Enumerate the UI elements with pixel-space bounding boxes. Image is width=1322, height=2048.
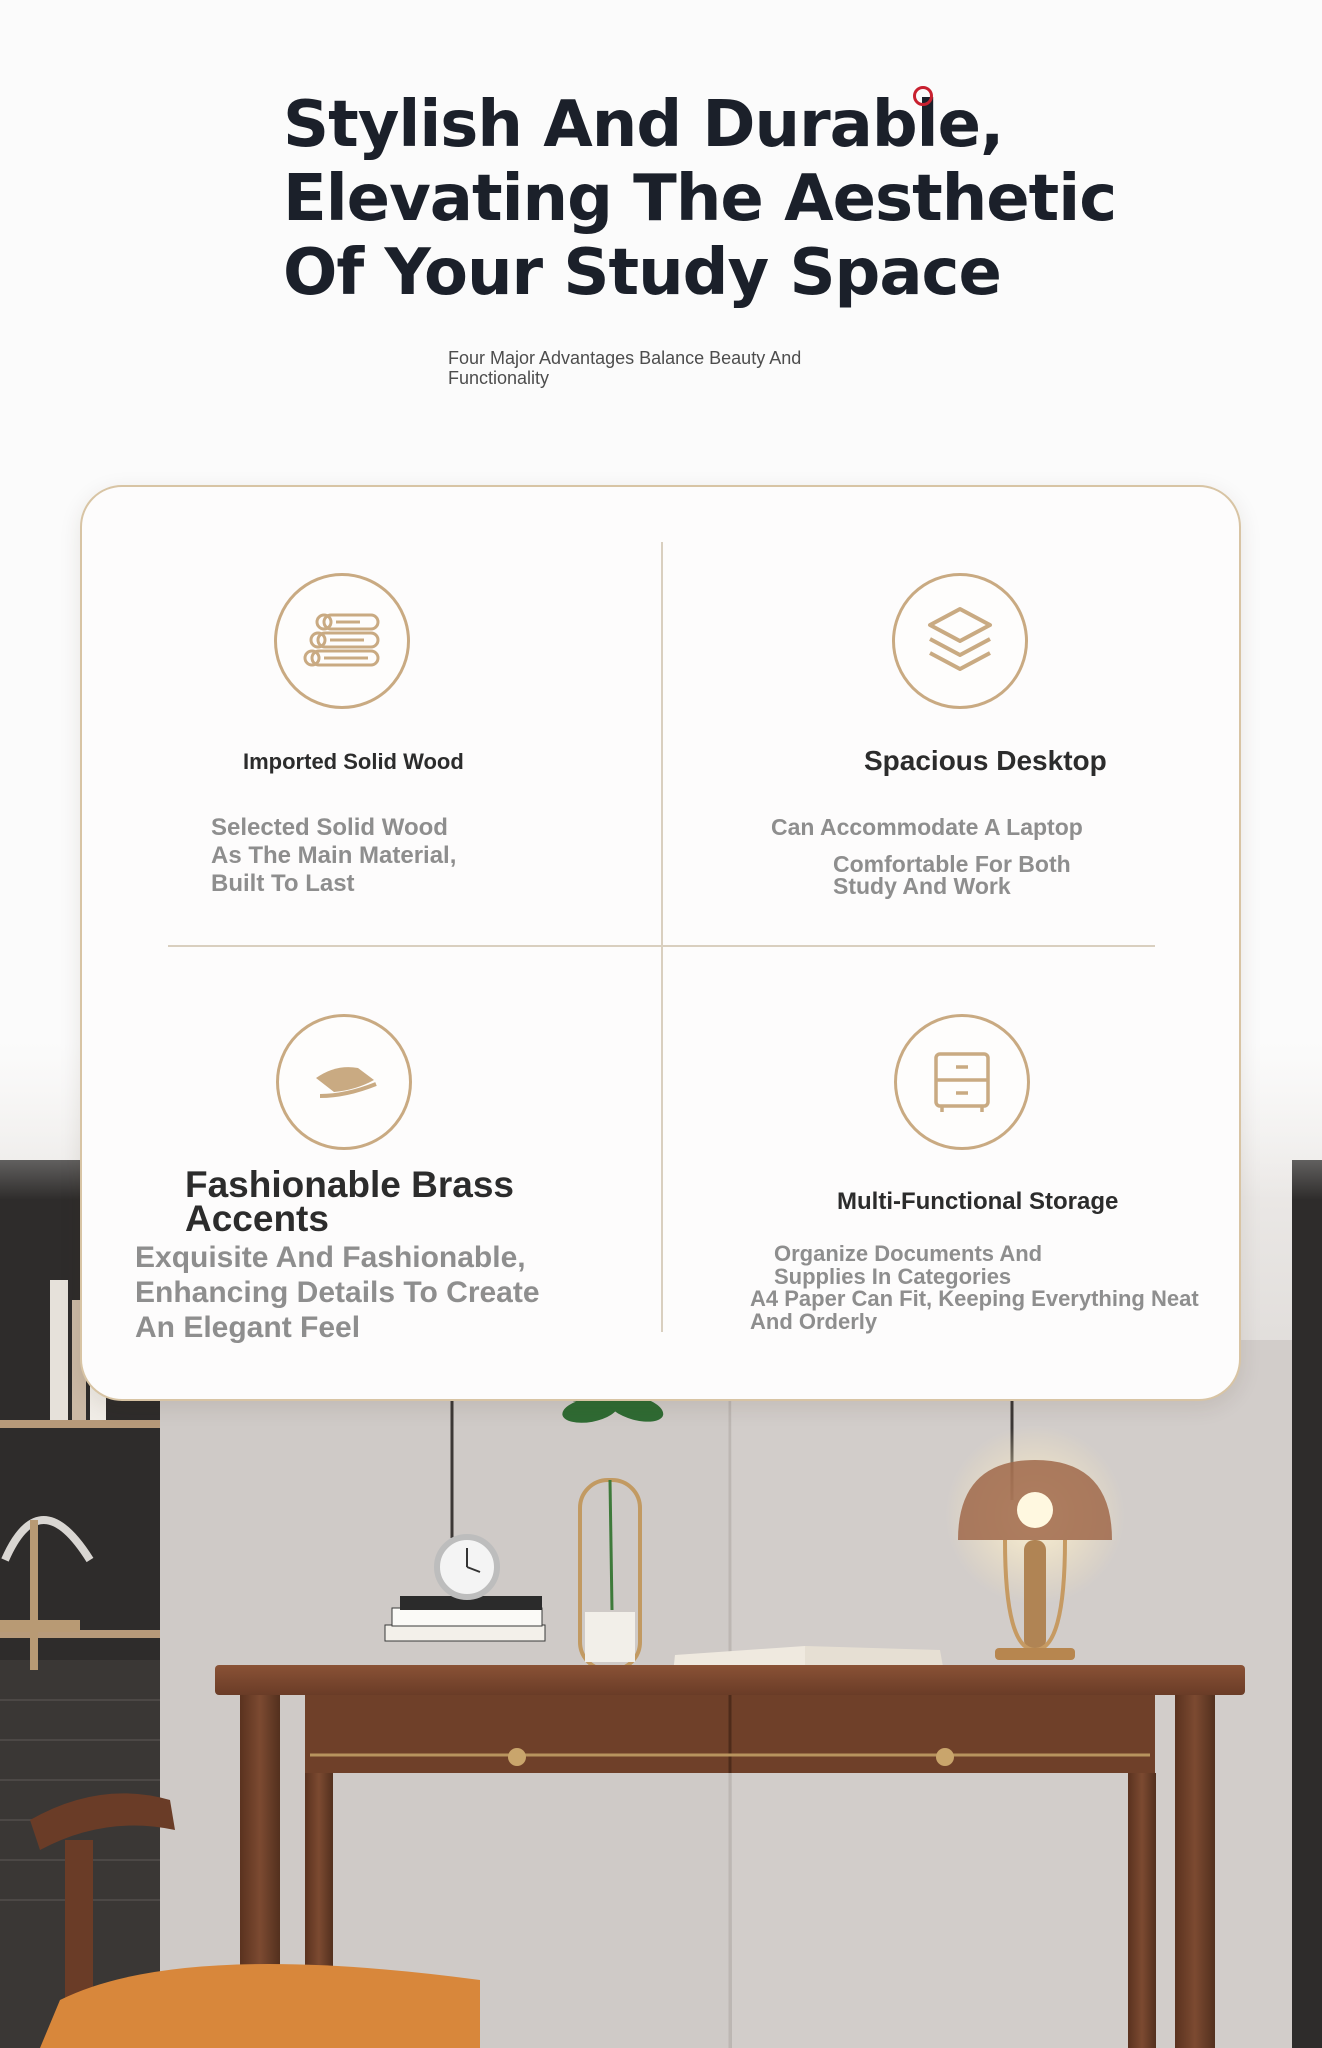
feature-title-brass-accents: Fashionable Brass Accents bbox=[185, 1164, 515, 1239]
accent-ring-icon bbox=[913, 86, 933, 106]
feature-description-spacious-desktop: Can Accommodate A Laptop Comfortable For Both Study And Work bbox=[771, 814, 1083, 899]
drawer-cabinet-icon bbox=[894, 1014, 1030, 1150]
headline-line: Of Your Study Space bbox=[283, 236, 1001, 310]
page-headline bbox=[283, 88, 1117, 310]
feature-description-solid-wood: Selected Solid Wood As The Main Material, Built To Last bbox=[211, 814, 457, 897]
stacked-layers-icon bbox=[892, 573, 1028, 709]
page-subheading: Four Major Advantages Balance Beauty And Functionality bbox=[448, 348, 802, 388]
brass-plate-icon bbox=[276, 1014, 412, 1150]
card-divider-horizontal bbox=[168, 945, 1155, 947]
feature-title-spacious-desktop: Spacious Desktop bbox=[864, 745, 1107, 776]
headline-line: Elevating The Aesthetic bbox=[283, 162, 1117, 236]
feature-description-brass-accents: Exquisite And Fashionable, Enhancing Details To Create An Elegant Feel bbox=[135, 1241, 540, 1344]
feature-title-storage: Multi-Functional Storage bbox=[837, 1188, 1119, 1215]
headline-line: Stylish And Durable, bbox=[283, 88, 1004, 162]
feature-description-storage: Organize Documents And Supplies In Categories A4 Paper Can Fit, Keeping Everything Neat And Orderly bbox=[750, 1241, 1199, 1334]
wood-logs-icon bbox=[274, 573, 410, 709]
card-divider-vertical bbox=[661, 542, 663, 1332]
feature-title-solid-wood: Imported Solid Wood bbox=[243, 749, 464, 774]
